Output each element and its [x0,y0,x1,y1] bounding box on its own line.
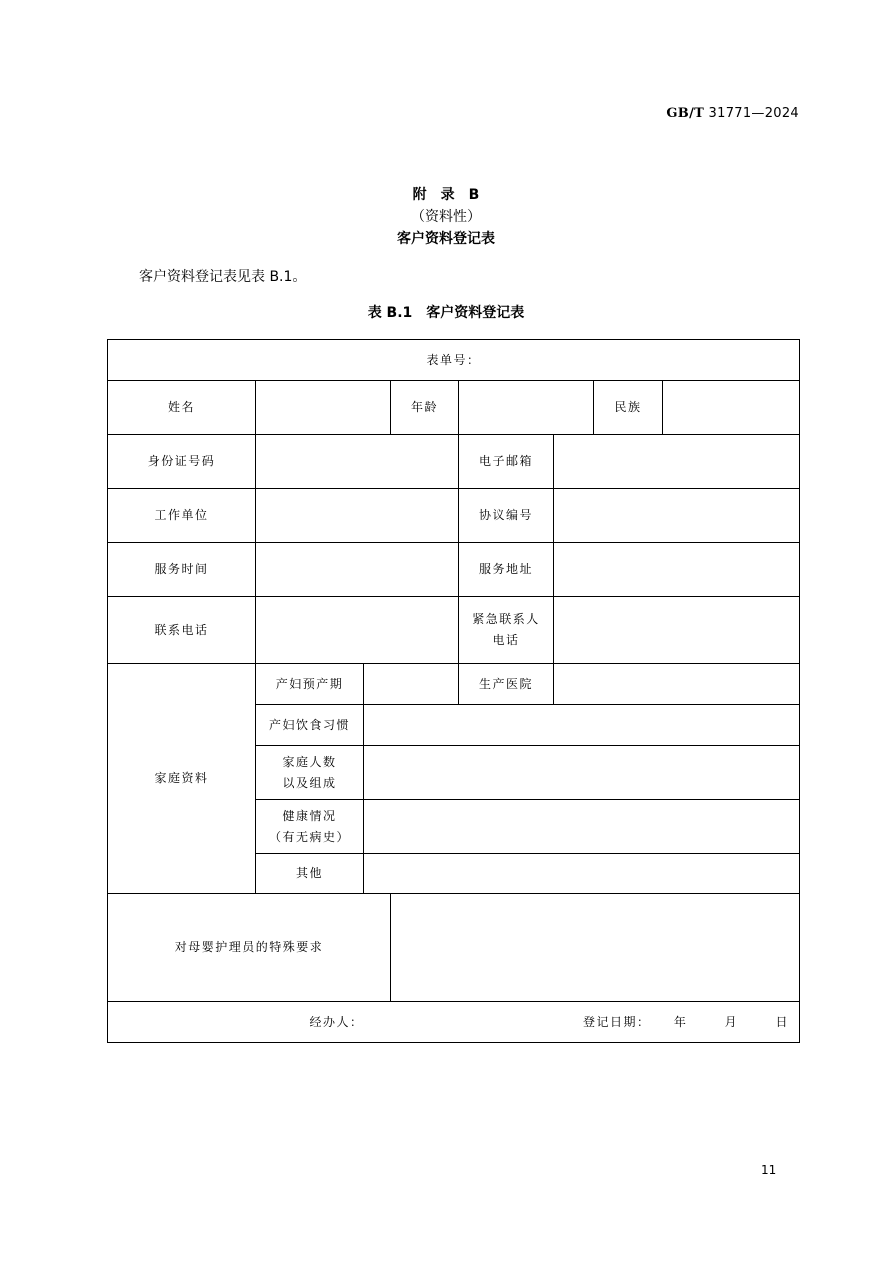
due-date-field[interactable] [364,664,459,705]
age-field[interactable] [459,381,594,435]
service-address-label: 服务地址 [459,543,554,597]
email-field[interactable] [554,435,800,489]
form-number-label: 表单号： [426,352,481,367]
emergency-contact-label-line2: 电话 [492,633,520,647]
ethnicity-field[interactable] [663,381,800,435]
special-requirements-field[interactable] [391,894,800,1002]
due-date-label: 产妇预产期 [256,664,364,705]
registration-date-label: 登记日期： [582,1014,651,1029]
hospital-field[interactable] [554,664,800,705]
standard-code [666,106,799,121]
phone-field[interactable] [256,597,459,664]
page-number: 11 [761,1163,777,1177]
standard-number: 31771—2024 [708,106,799,121]
age-label: 年龄 [391,381,459,435]
phone-label: 联系电话 [108,597,256,664]
intro-paragraph: 客户资料登记表见表 B.1。 [139,269,307,285]
form-number-cell[interactable] [108,340,800,381]
employer-field[interactable] [256,489,459,543]
agreement-number-label: 协议编号 [459,489,554,543]
other-label: 其他 [256,854,364,894]
day-label: 日 [775,1014,790,1029]
agreement-number-field[interactable] [554,489,800,543]
handler-label: 经办人： [309,1014,364,1029]
health-label-line2: （有无病史） [268,829,350,844]
service-time-field[interactable] [256,543,459,597]
other-field[interactable] [364,854,800,894]
diet-label: 产妇饮食习惯 [256,705,364,746]
family-size-field[interactable] [364,746,800,800]
health-field[interactable] [364,800,800,854]
hospital-label: 生产医院 [459,664,554,705]
id-number-field[interactable] [256,435,459,489]
health-label-line1: 健康情况 [282,808,337,823]
employer-label: 工作单位 [108,489,256,543]
family-info-label: 家庭资料 [108,664,256,894]
family-size-label-line2: 以及组成 [282,775,337,790]
appendix-label: 附 录 B [412,187,480,203]
name-field[interactable] [256,381,391,435]
appendix-nature: （资料性） [411,209,481,225]
registration-form-table [107,339,800,1043]
ethnicity-label: 民族 [594,381,663,435]
special-requirements-label: 对母婴护理员的特殊要求 [108,894,391,1002]
family-size-label [256,746,364,800]
month-label: 月 [724,1014,739,1029]
family-size-label-line1: 家庭人数 [282,754,337,769]
registration-date-group [565,1012,799,1033]
emergency-contact-field[interactable] [554,597,800,664]
footer-row [108,1002,800,1043]
emergency-contact-label-line1: 紧急联系人 [472,612,540,626]
year-label: 年 [673,1014,688,1029]
service-address-field[interactable] [554,543,800,597]
emergency-contact-label [459,597,554,664]
email-label: 电子邮箱 [459,435,554,489]
table-caption: 表 B.1 客户资料登记表 [367,305,525,321]
standard-prefix: GB/T [666,106,705,121]
service-time-label: 服务时间 [108,543,256,597]
diet-field[interactable] [364,705,800,746]
appendix-name: 客户资料登记表 [397,231,495,247]
id-number-label: 身份证号码 [108,435,256,489]
appendix-title-block [0,184,892,250]
health-label [256,800,364,854]
name-label: 姓名 [108,381,256,435]
